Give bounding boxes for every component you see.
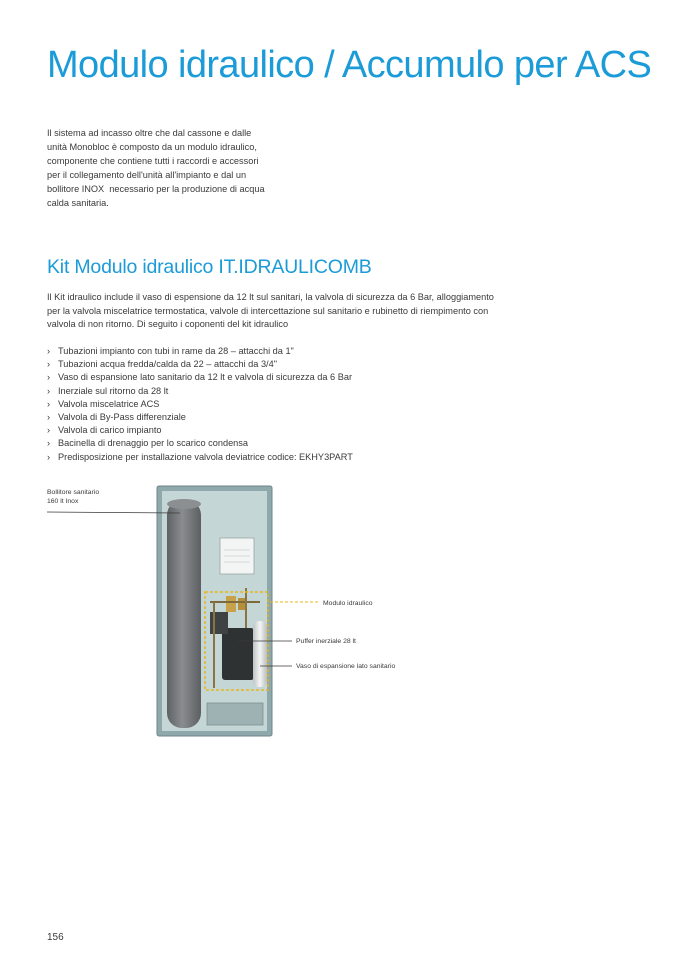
list-item-label: Vaso di espansione lato sanitario da 12 lt e valvola di sicurezza da 6 Bar: [58, 372, 353, 383]
list-item: [47, 424, 353, 437]
component-list: [47, 345, 353, 464]
list-item-label: Valvola di By-Pass differenziale: [58, 412, 186, 423]
list-item: [47, 411, 353, 424]
intro-paragraph: [47, 126, 287, 210]
callout-line: Bollitore sanitario: [47, 489, 100, 496]
bullet-icon: ›: [47, 451, 51, 462]
list-item: [47, 371, 353, 384]
list-item-label: Predisposizione per installazione valvola deviatrice codice: EKHY3PART: [58, 451, 353, 462]
description-line: per la valvola miscelatrice termostatica, valvole di intercettazione sul sanitario e rubinetto di riempimento con: [47, 305, 489, 316]
page-title: Modulo idraulico / Accumulo per ACS: [47, 44, 652, 86]
product-figure: [0, 478, 678, 738]
list-item-label: Inerziale sul ritorno da 28 lt: [58, 385, 169, 396]
expansion-vessel: [253, 621, 267, 687]
boiler-tank-top: [167, 499, 201, 509]
buffer-tank: [222, 628, 254, 680]
pump-unit: [210, 612, 228, 634]
intro-line: per il collegamento dell'unità all'impianto e dal un: [47, 170, 247, 180]
boiler-callout: [47, 488, 99, 506]
bullet-icon: ›: [47, 346, 51, 356]
bullet-icon: ›: [47, 359, 51, 370]
drain-tray: [207, 703, 263, 725]
kit-description: [47, 291, 517, 332]
intro-line: calda sanitaria.: [47, 198, 109, 208]
bullet-icon: ›: [47, 438, 51, 449]
intro-line: bollitore INOX necessario per la produzione di acqua: [47, 184, 265, 194]
list-item-label: Tubazioni impianto con tubi in rame da 28 – attacchi da 1": [58, 346, 294, 356]
list-item-label: Valvola miscelatrice ACS: [58, 398, 160, 409]
list-item: [47, 358, 353, 371]
intro-line: Il sistema ad incasso oltre che dal cassone e dalle: [47, 128, 252, 138]
bullet-icon: ›: [47, 398, 51, 409]
module-callout: Modulo idraulico: [323, 600, 373, 607]
list-item-label: Bacinella di drenaggio per lo scarico condensa: [58, 438, 248, 449]
list-item-label: Tubazioni acqua fredda/calda da 22 – attacchi da 3/4": [58, 359, 277, 370]
list-item-label: Valvola di carico impianto: [58, 425, 162, 436]
list-item: [47, 451, 353, 464]
list-item: [47, 345, 353, 358]
intro-line: unità Monobloc è composto da un modulo idraulico,: [47, 142, 257, 152]
bullet-icon: ›: [47, 425, 51, 436]
callout-line: 160 lt Inox: [47, 498, 79, 505]
description-line: valvola di non ritorno. Di seguito i coponenti del kit idraulico: [47, 319, 289, 329]
valve-group: [226, 596, 236, 612]
list-item: [47, 385, 353, 398]
list-item: [47, 437, 353, 450]
boiler-tank: [167, 500, 201, 728]
bullet-icon: ›: [47, 412, 51, 423]
valve-group: [238, 598, 246, 610]
intro-line: componente che contiene tutti i raccordi e accessori: [47, 156, 259, 166]
list-item: [47, 398, 353, 411]
vessel-callout: Vaso di espansione lato sanitario: [296, 663, 396, 670]
section-title: Kit Modulo idraulico IT.IDRAULICOMB: [47, 256, 372, 278]
bullet-icon: ›: [47, 372, 51, 383]
cabinet-illustration: [0, 478, 678, 738]
page-number: 156: [47, 932, 64, 943]
bullet-icon: ›: [47, 385, 51, 396]
buffer-callout: Puffer inerziale 28 lt: [296, 638, 356, 645]
description-line: Il Kit idraulico include il vaso di espensione da 12 lt sul sanitari, la valvola di sicurezza da 6 Bar, alloggiamento: [47, 292, 494, 302]
